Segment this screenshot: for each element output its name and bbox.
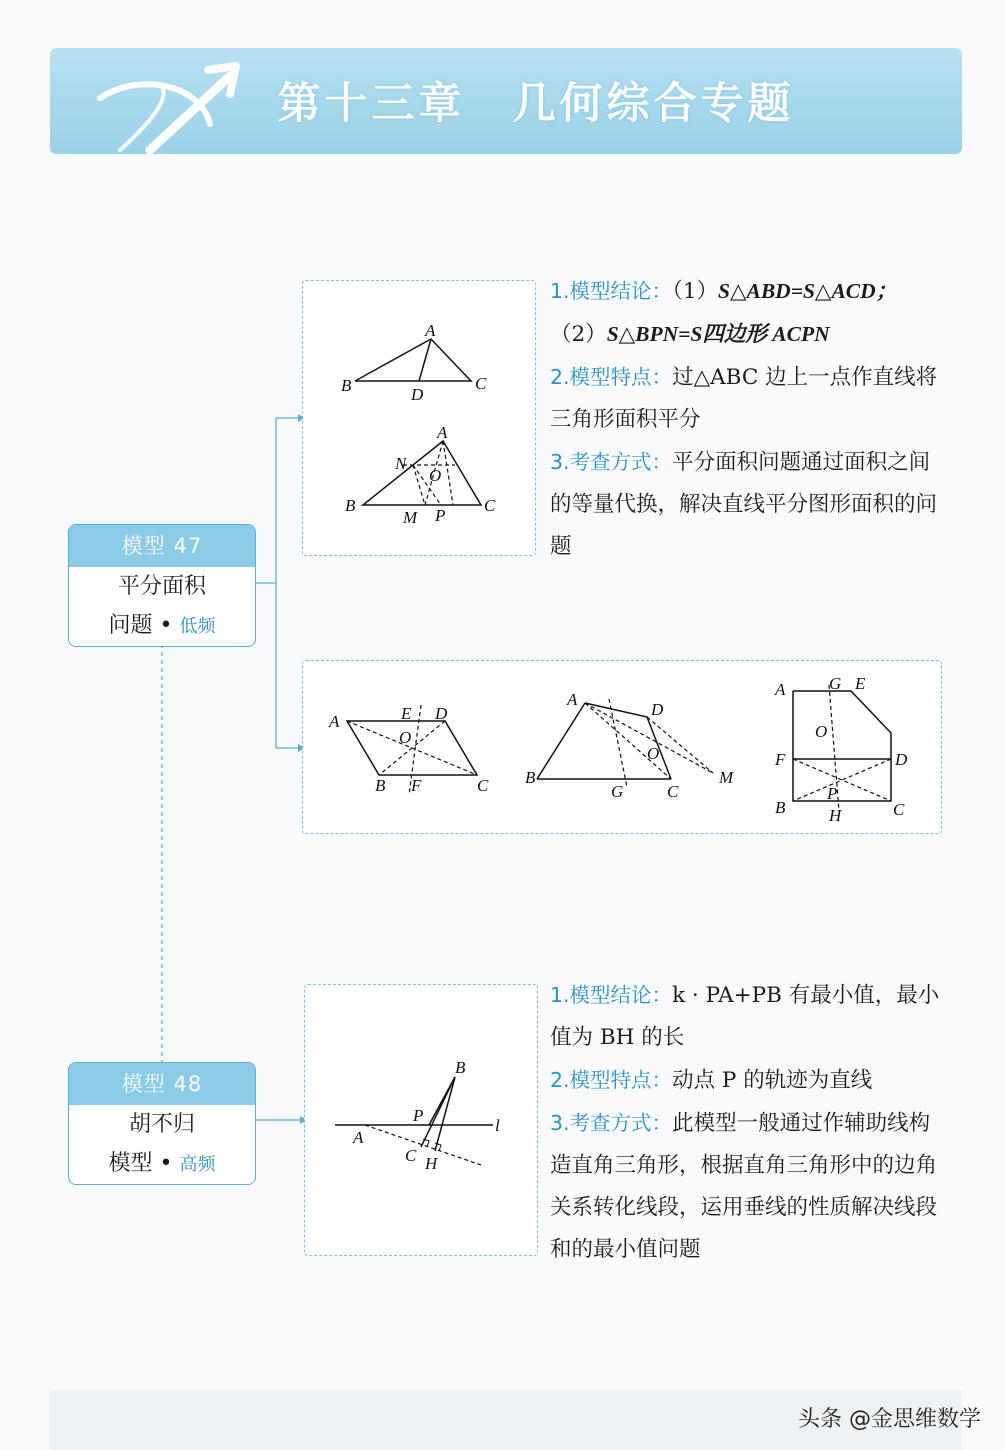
bullet: •: [159, 613, 173, 638]
label-B: B: [375, 776, 386, 795]
exam-line: [550, 441, 945, 568]
model-47-title: 模型 47: [69, 525, 255, 567]
label-P: P: [827, 784, 838, 803]
chapter-header: [50, 48, 962, 154]
model-48-card: [68, 1062, 256, 1185]
label-C: C: [475, 374, 487, 393]
label-A: A: [567, 690, 578, 709]
figure-panel-quadrilaterals: [302, 660, 942, 834]
label-D: D: [411, 385, 424, 404]
formula-2: S△BPN=S四边形 ACPN: [606, 322, 830, 346]
model-48-freq-line: [69, 1145, 255, 1184]
label-B: B: [525, 768, 536, 787]
feature-label: 2.模型特点：: [550, 1068, 673, 1092]
feature-line: [550, 356, 945, 441]
label-G: G: [829, 674, 842, 693]
label-O: O: [429, 466, 442, 485]
bullet: •: [159, 1151, 173, 1176]
label-B: B: [455, 1058, 466, 1077]
conclusion-label: 1.模型结论：: [550, 983, 673, 1007]
label-H: H: [829, 806, 842, 825]
quadrilateral-figures: [303, 661, 941, 833]
conclusion-part-1: （1）: [672, 279, 718, 304]
model-47-name: 平分面积: [117, 574, 206, 599]
feature-text: 过△ABC 边上一点作直线将三角形面积平分: [550, 365, 938, 432]
hubugui-figure: [305, 985, 537, 1255]
label-A: A: [329, 712, 340, 731]
chapter-title: 第十三章 几何综合专题: [277, 79, 795, 129]
feature-text: 动点 P 的轨迹为直线: [672, 1068, 873, 1093]
exam-line: [550, 1102, 945, 1271]
conclusion-label: 1.模型结论：: [550, 279, 673, 303]
label-C: C: [667, 782, 679, 801]
feature-label: 2.模型特点：: [550, 365, 673, 389]
exam-text: 此模型一般通过作辅助线构造直角三角形，根据直角三角形中的边角关系转化线段，运用垂线的性质解决线段和的最小值问题: [550, 1111, 938, 1262]
label-H: H: [425, 1154, 438, 1173]
label-C: C: [893, 800, 905, 819]
label-M: M: [403, 508, 418, 527]
label-C: C: [484, 496, 496, 515]
label-A: A: [775, 680, 786, 699]
label-A: A: [425, 321, 436, 340]
label-F: F: [775, 750, 786, 769]
conclusion-line: [550, 270, 945, 313]
conclusion-line-2: [550, 313, 945, 356]
label-E: E: [401, 704, 412, 723]
label-B: B: [775, 798, 786, 817]
feature-line: [550, 1059, 945, 1102]
label-F: F: [411, 776, 422, 795]
label-N: N: [395, 454, 407, 473]
model-47-freq-line: [69, 607, 255, 646]
model-47-description: [550, 270, 945, 568]
watermark: 头条 @金思维数学: [798, 1407, 981, 1432]
label-C: C: [477, 776, 489, 795]
label-O: O: [647, 744, 660, 763]
exam-label: 3.考查方式：: [550, 450, 673, 474]
label-D: D: [895, 750, 908, 769]
conclusion-part-2: （2）: [550, 322, 607, 347]
exam-text: 平分面积问题通过面积之间的等量代换，解决直线平分图形面积的问题: [550, 450, 938, 559]
label-M: M: [719, 768, 734, 787]
label-O: O: [399, 728, 412, 747]
label-D: D: [651, 700, 664, 719]
conclusion-text: k · PA+PB 有最小值，最小值为 BH 的长: [550, 983, 940, 1050]
label-E: E: [855, 674, 866, 693]
frequency-badge: 低频: [179, 616, 216, 637]
label-A: A: [437, 423, 448, 442]
model-48-name-2: 模型: [108, 1151, 153, 1176]
label-B: B: [341, 376, 352, 395]
label-D: D: [435, 704, 448, 723]
label-P: P: [413, 1106, 424, 1125]
label-G: G: [611, 782, 624, 801]
model-48-description: [550, 974, 945, 1271]
figure-panel-hubugui: [304, 984, 538, 1256]
figure-panel-triangles: [302, 280, 536, 556]
exam-label: 3.考查方式：: [550, 1111, 673, 1135]
model-48-title: 模型 48: [69, 1063, 255, 1105]
triangle-figures: [303, 281, 535, 555]
model-48-name: 胡不归: [128, 1112, 195, 1137]
label-O: O: [815, 722, 828, 741]
label-C: C: [405, 1146, 417, 1165]
label-A: A: [353, 1128, 364, 1147]
frequency-badge: 高频: [179, 1154, 216, 1175]
label-P: P: [435, 506, 446, 525]
formula-1: S△ABD=S△ACD；: [718, 279, 898, 303]
conclusion-line: [550, 974, 945, 1059]
label-l: l: [495, 1116, 500, 1135]
model-47-card: [68, 524, 256, 647]
label-B: B: [345, 496, 356, 515]
model-47-name-2: 问题: [108, 613, 153, 638]
